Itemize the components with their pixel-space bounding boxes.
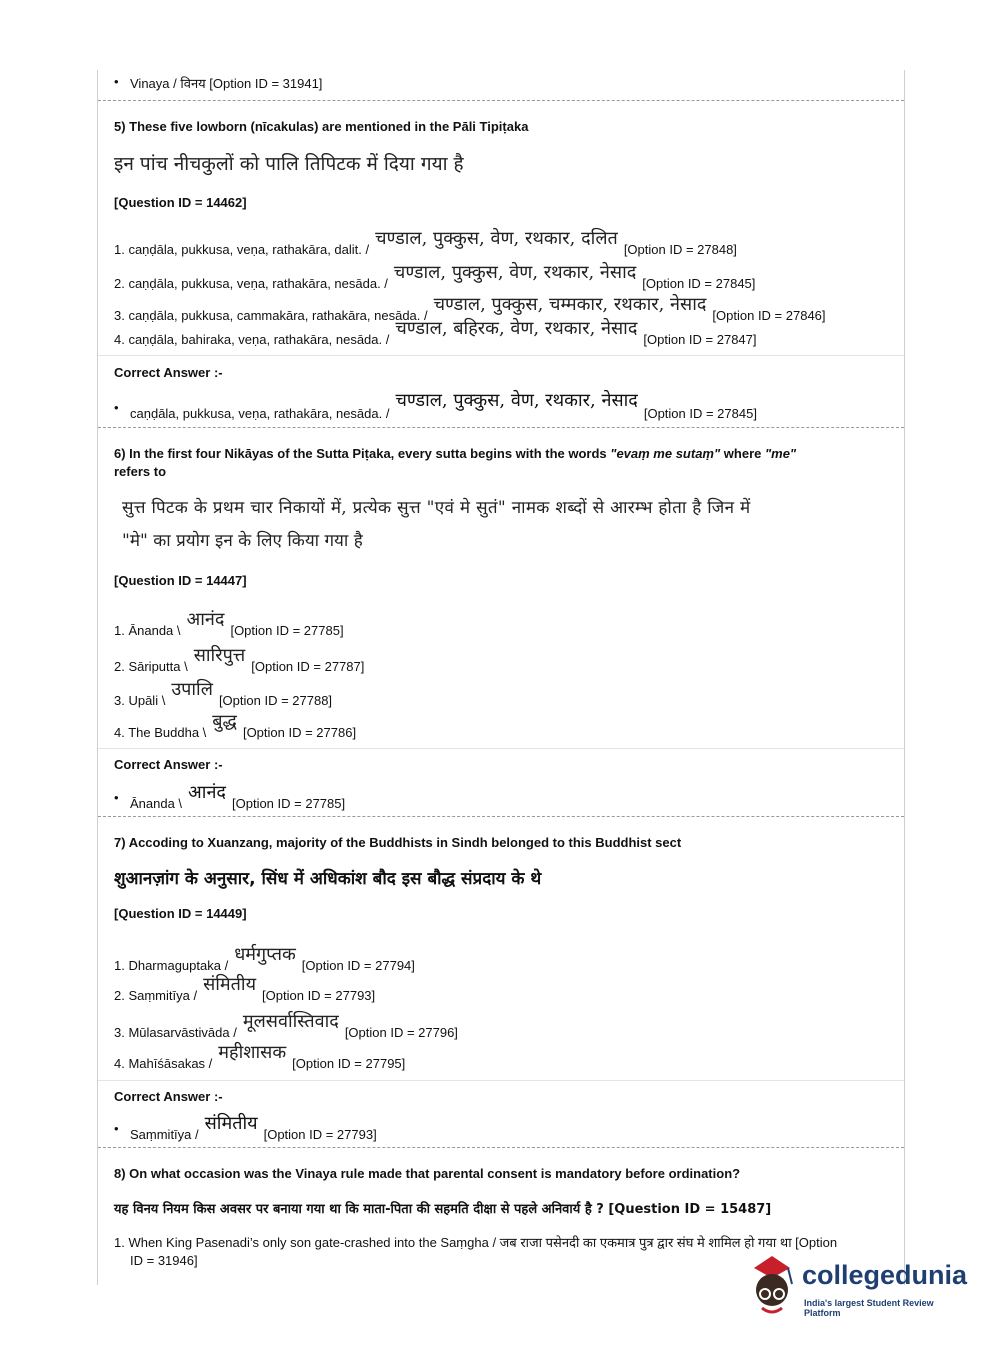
separator [98,100,904,101]
q5-prompt: 5) These five lowborn (nīcakulas) are mentioned in the Pāli Tipiṭaka [114,119,529,134]
q6-option-3: 3. Upāli \उपालि[Option ID = 27788] [114,679,333,708]
q5-option-1: 1. caṇḍāla, pukkusa, veṇa, rathakāra, dalit. /चण्डाल, पुक्कुस, वेण, रथकार, दलित[Option ID = 27848] [114,228,737,257]
q6-correct-answer: • Ānanda \आनंद[Option ID = 27785] [116,790,345,814]
q5-hindi: इन पांच नीचकुलों को पालि तिपिटक में दिया गया है [114,153,464,175]
q6-option-1: 1. Ānanda \आनंद[Option ID = 27785] [114,609,344,638]
logo-tagline: India's largest Student Review Platform [804,1298,934,1318]
divider [98,355,904,356]
q6-hindi-line1: सुत्त पिटक के प्रथम चार निकायों में, प्रत्येक सुत्त "एवं मे सुतं" नामक शब्दों से आरम्भ होता है जिन में [122,498,751,518]
q6-hindi-line2: "मे" का प्रयोग इन के लिए किया गया है [122,531,363,551]
question-paper-page [97,70,905,1285]
q6-option-4: 4. The Buddha \बुद्ध[Option ID = 27786] [114,711,357,740]
q7-option-1: 1. Dharmaguptaka /धर्मगुप्तक[Option ID = 27794] [114,944,415,973]
q7-option-4: 4. Mahīśāsakas /महीशासक[Option ID = 27795] [114,1042,406,1071]
q8-hindi: यह विनय नियम किस अवसर पर बनाया गया था कि माता-पिता की सहमति दीक्षा से पहले अनिवार्य है ? [Question ID = 15487] [114,1202,772,1217]
separator [98,1147,904,1148]
q5-option-3: 3. caṇḍāla, pukkusa, cammakāra, rathakāra, nesāda. /चण्डाल, पुक्कुस, चम्मकार, रथकार, नेसाद[Option ID = 27846] [114,294,826,323]
q7-hindi: शुआनज़ांग के अनुसार, सिंध में अधिकांश बौद इस बौद्ध संप्रदाय के थे [114,869,542,889]
q8-prompt: 8) On what occasion was the Vinaya rule made that parental consent is mandatory before ordination? [114,1166,741,1181]
logo-wordmark: collegedunia [802,1260,968,1290]
divider [98,1080,904,1081]
q5-option-2: 2. caṇḍāla, pukkusa, veṇa, rathakāra, nesāda. /चण्डाल, पुक्कुस, वेण, रथकार, नेसाद[Option ID = 27845] [114,262,756,291]
collegedunia-logo [742,1250,972,1320]
q6-question-id: [Question ID = 14447] [114,573,247,588]
q6-option-2: 2. Sāriputta \सारिपुत्त[Option ID = 27787] [114,645,365,674]
q6-correct-title: Correct Answer :- [114,757,223,772]
q7-option-2: 2. Saṃmitīya /संमितीय[Option ID = 27793] [114,974,376,1003]
q5-question-id: [Question ID = 14462] [114,195,247,210]
q7-prompt: 7) Accoding to Xuanzang, majority of the Buddhists in Sindh belonged to this Buddhist sect [114,835,682,850]
prev-option: • Vinaya / विनय [Option ID = 31941] [116,74,322,92]
q6-prompt-cont: refers to [114,464,167,479]
q5-correct-title: Correct Answer :- [114,365,223,380]
q8-option-1-line1: 1. When King Pasenadi’s only son gate-crashed into the Saṃgha / जब राजा पसेनदी का एकमात्र पुत्र द्वार संघ मे शामिल हो गया था [Option [114,1235,838,1250]
q7-correct-answer: • Saṃmitīya /संमितीय[Option ID = 27793] [116,1121,377,1145]
separator [98,427,904,428]
divider [98,748,904,749]
separator [98,816,904,817]
q5-option-4: 4. caṇḍāla, bahiraka, veṇa, rathakāra, nesāda. /चण्डाल, बहिरक, वेण, रथकार, नेसाद[Option ID = 27847] [114,318,757,347]
q6-prompt: 6) In the first four Nikāyas of the Sutta Piṭaka, every sutta begins with the words "evaṃ me sutaṃ" where "me" [114,446,797,461]
q7-question-id: [Question ID = 14449] [114,906,247,921]
q7-option-3: 3. Mūlasarvāstivāda /मूलसर्वास्तिवाद[Option ID = 27796] [114,1011,458,1040]
q7-correct-title: Correct Answer :- [114,1089,223,1104]
mascot-icon [742,1250,802,1320]
q8-option-1-line2: ID = 31946] [130,1253,198,1268]
q5-correct-answer: • caṇḍāla, pukkusa, veṇa, rathakāra, nesāda. /चण्डाल, पुक्कुस, वेण, रथकार, नेसाद[Option ID = 27845] [116,400,757,424]
